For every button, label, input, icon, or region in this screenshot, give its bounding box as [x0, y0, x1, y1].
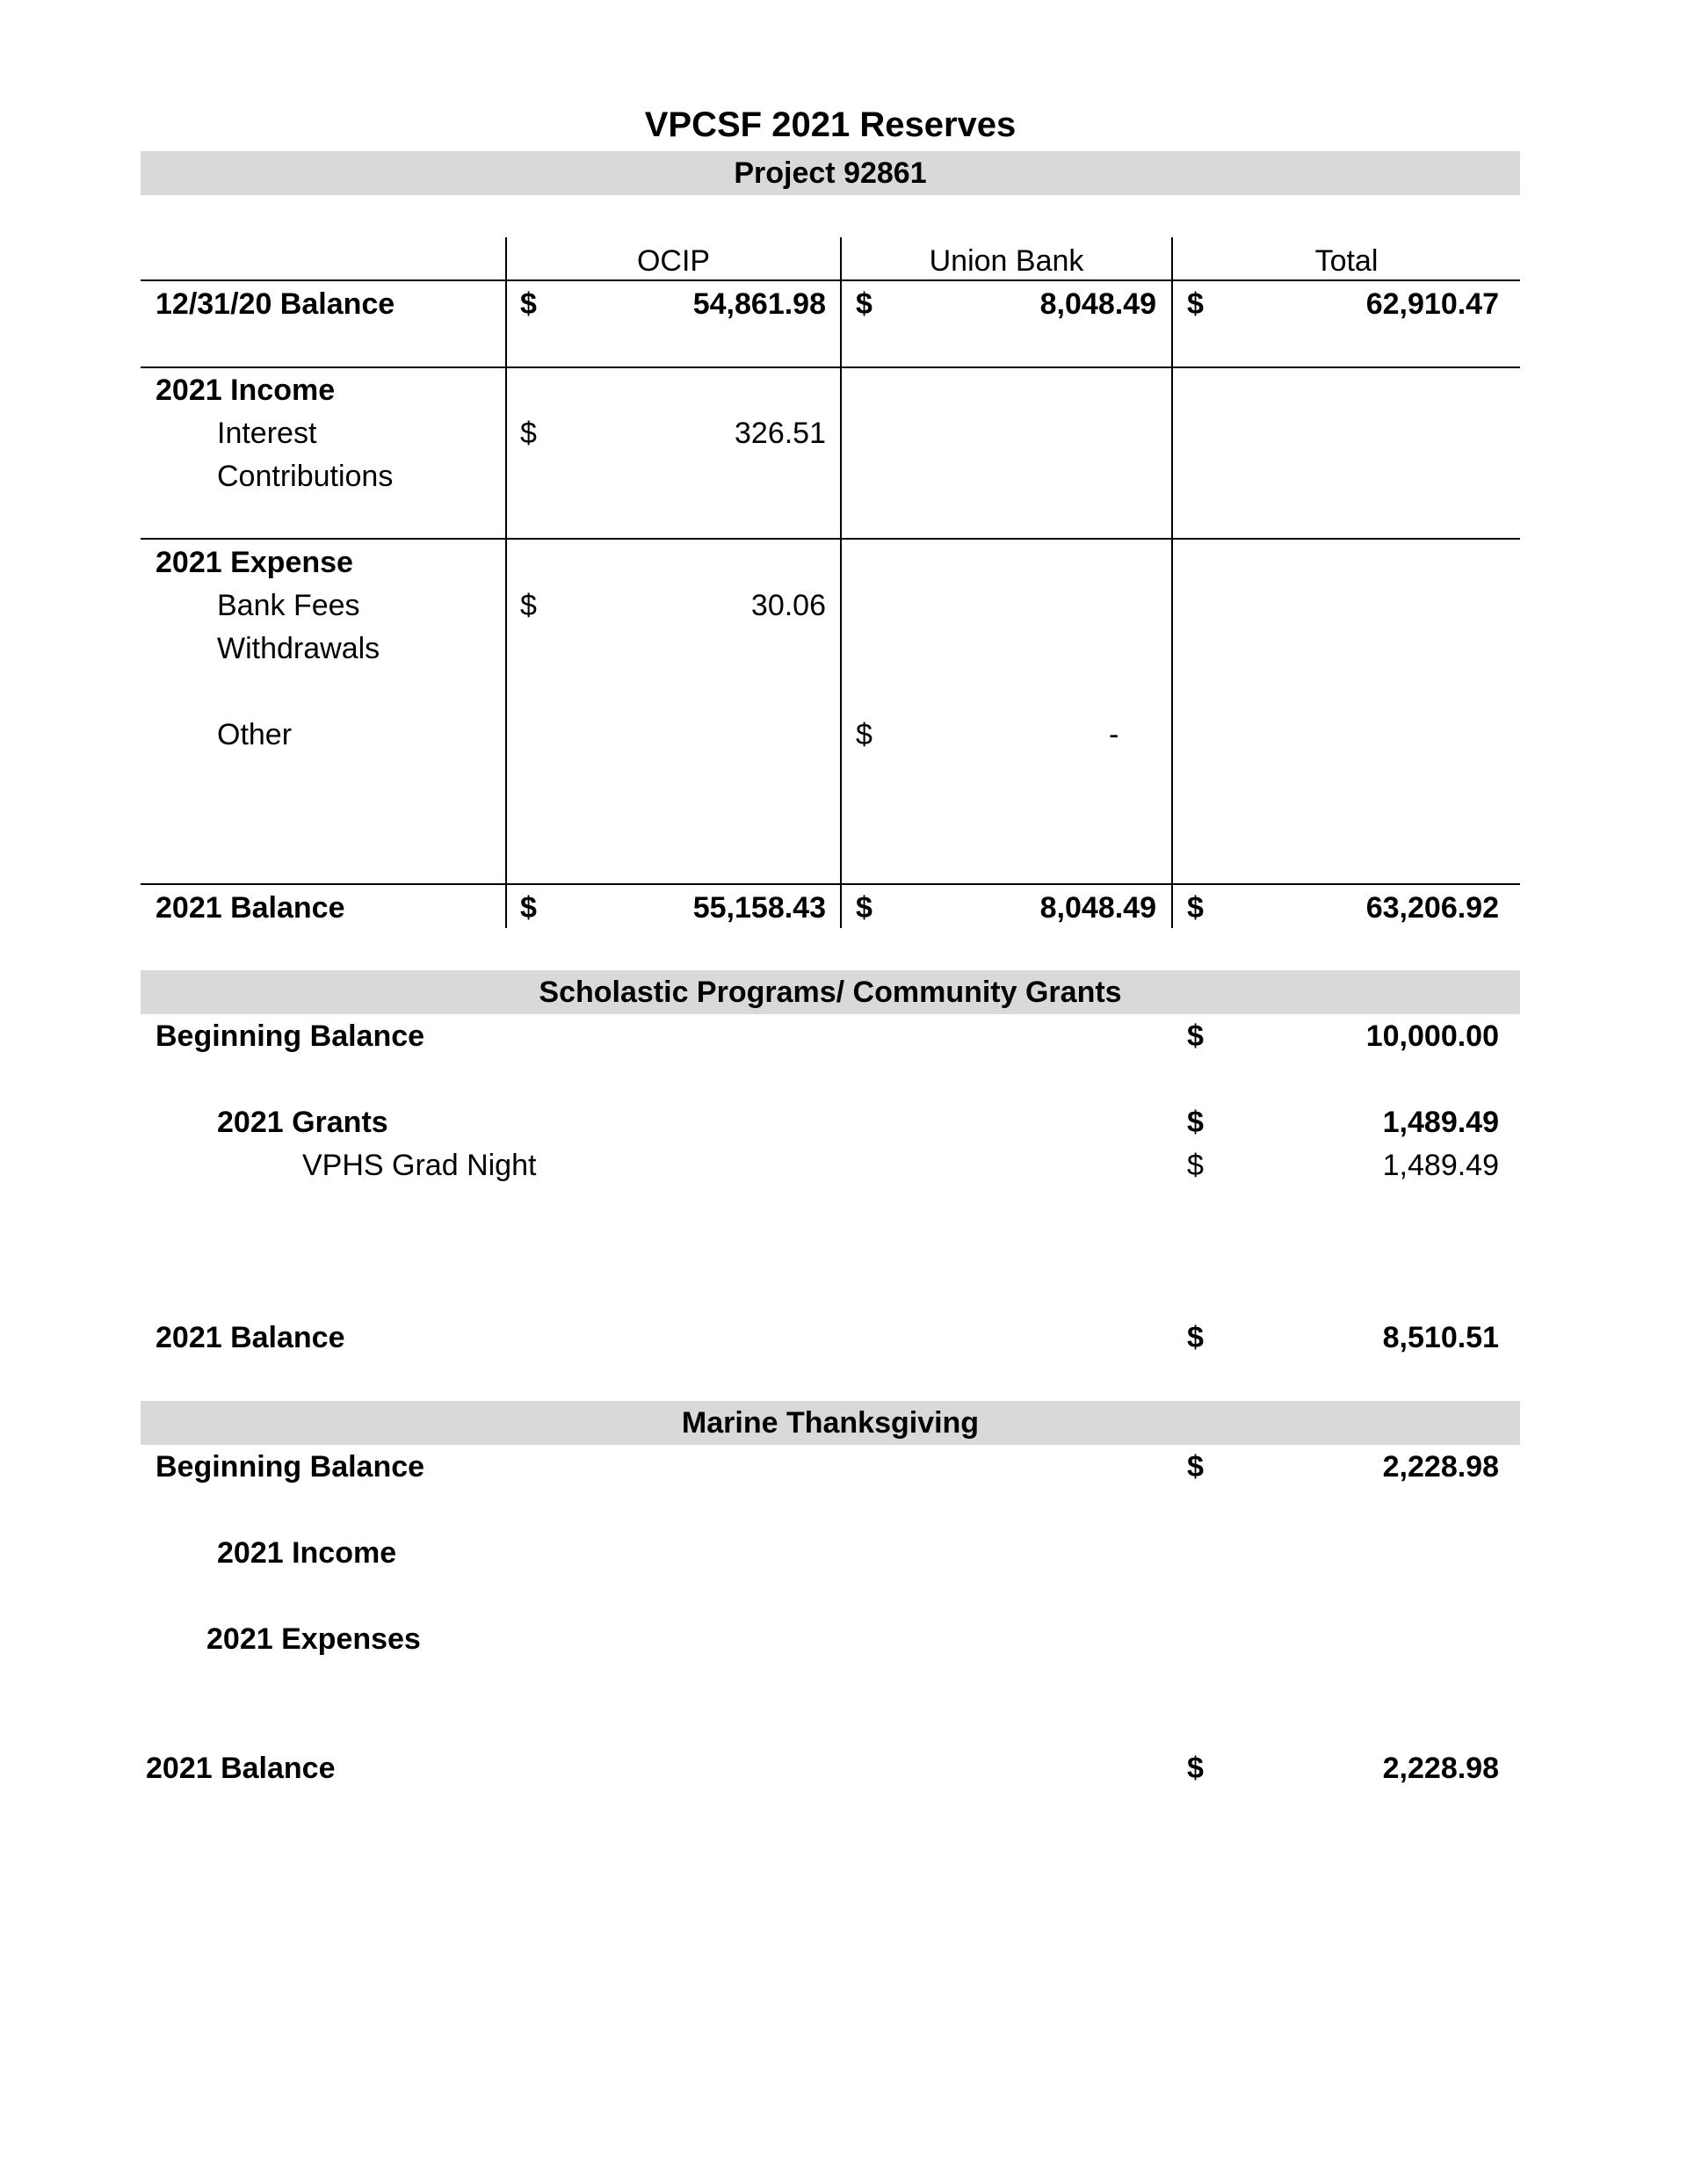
column-header-ocip: OCIP — [636, 244, 711, 278]
row-divider — [141, 538, 1520, 540]
currency-symbol: $ — [520, 287, 537, 321]
currency-symbol: $ — [1187, 1106, 1204, 1139]
marine-income-label: 2021 Income — [217, 1536, 397, 1570]
column-divider — [1171, 237, 1173, 928]
currency-symbol: $ — [1187, 891, 1204, 925]
scholastic-balance-value: 8,510.51 — [1382, 1321, 1499, 1354]
currency-symbol: $ — [1187, 1019, 1204, 1053]
currency-symbol: $ — [1187, 1149, 1204, 1182]
currency-symbol: $ — [1187, 1321, 1204, 1354]
column-divider — [505, 237, 507, 928]
opening-ocip-value: 54,861.98 — [692, 287, 826, 321]
currency-symbol: $ — [856, 891, 872, 925]
closing-total-value: 63,206.92 — [1365, 891, 1499, 925]
closing-union-value: 8,048.49 — [1039, 891, 1156, 925]
grants-label: 2021 Grants — [217, 1106, 388, 1139]
currency-symbol: $ — [520, 589, 537, 622]
bank-fees-label: Bank Fees — [217, 589, 360, 622]
currency-symbol: $ — [1187, 1752, 1204, 1785]
contributions-label: Contributions — [217, 460, 394, 493]
row-divider — [141, 279, 1520, 281]
marine-header: Marine Thanksgiving — [681, 1406, 980, 1440]
column-divider — [840, 237, 842, 928]
row-divider — [141, 366, 1520, 368]
currency-symbol: $ — [520, 417, 537, 450]
closing-balance-label: 2021 Balance — [156, 891, 345, 925]
marine-beginning-value: 2,228.98 — [1382, 1450, 1499, 1484]
currency-symbol: $ — [1187, 287, 1204, 321]
currency-symbol: $ — [1187, 1450, 1204, 1484]
scholastic-header: Scholastic Programs/ Community Grants — [539, 976, 1122, 1009]
scholastic-beginning-value: 10,000.00 — [1365, 1019, 1499, 1053]
marine-balance-value: 2,228.98 — [1382, 1752, 1499, 1785]
expense-label: 2021 Expense — [156, 546, 353, 579]
other-label: Other — [217, 718, 293, 751]
income-label: 2021 Income — [156, 374, 336, 407]
currency-symbol: $ — [856, 718, 872, 751]
grad-night-value: 1,489.49 — [1382, 1149, 1499, 1182]
marine-beginning-label: Beginning Balance — [156, 1450, 425, 1484]
row-divider — [141, 883, 1520, 885]
other-union-dash: - — [1109, 718, 1119, 751]
column-header-total: Total — [1314, 244, 1379, 278]
interest-ocip-value: 326.51 — [735, 417, 826, 450]
marine-expenses-label: 2021 Expenses — [206, 1622, 421, 1656]
opening-total-value: 62,910.47 — [1365, 287, 1499, 321]
opening-balance-label: 12/31/20 Balance — [156, 287, 395, 321]
currency-symbol: $ — [856, 287, 872, 321]
grants-value: 1,489.49 — [1382, 1106, 1499, 1139]
withdrawals-label: Withdrawals — [217, 632, 380, 665]
marine-balance-label: 2021 Balance — [146, 1752, 336, 1785]
project-label: Project 92861 — [734, 156, 927, 190]
interest-label: Interest — [217, 417, 317, 450]
page-title: VPCSF 2021 Reserves — [644, 105, 1017, 144]
opening-union-value: 8,048.49 — [1039, 287, 1156, 321]
closing-ocip-value: 55,158.43 — [692, 891, 826, 925]
bank-fees-ocip-value: 30.06 — [750, 589, 826, 622]
grad-night-label: VPHS Grad Night — [302, 1149, 537, 1182]
currency-symbol: $ — [520, 891, 537, 925]
scholastic-balance-label: 2021 Balance — [156, 1321, 345, 1354]
scholastic-beginning-label: Beginning Balance — [156, 1019, 425, 1053]
column-header-union-bank: Union Bank — [929, 244, 1084, 278]
